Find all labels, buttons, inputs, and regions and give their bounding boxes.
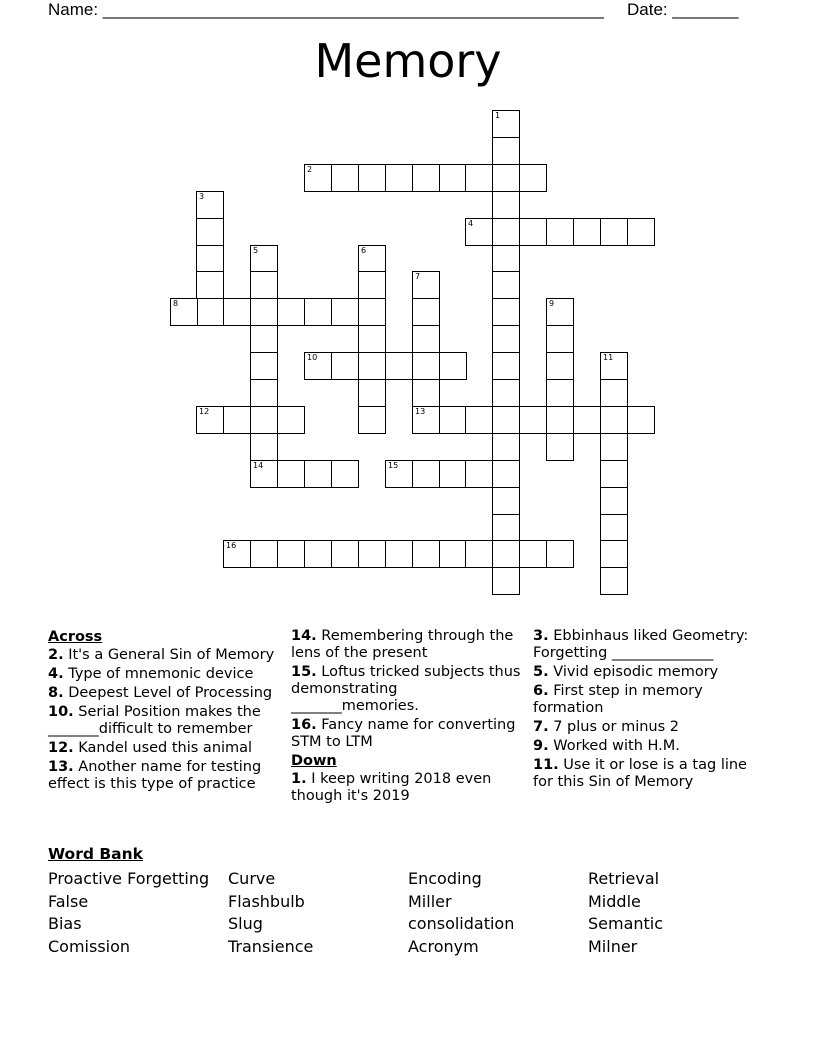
clue-item	[48, 759, 278, 793]
grid-cell[interactable]	[492, 487, 520, 515]
grid-cell[interactable]	[250, 298, 278, 326]
grid-cell[interactable]	[600, 379, 628, 407]
word-bank-item: Middle	[588, 891, 641, 911]
clue-item	[48, 666, 278, 683]
clue-item	[291, 717, 523, 751]
clue-item-text: Worked with H.M.	[548, 738, 680, 754]
clue-item-number: 13.	[48, 759, 74, 775]
grid-cell[interactable]	[358, 406, 386, 434]
grid-cell[interactable]	[412, 379, 440, 407]
grid-cell[interactable]	[250, 271, 278, 299]
word-bank-item: consolidation	[408, 914, 515, 934]
grid-cell[interactable]	[492, 325, 520, 353]
grid-cell[interactable]	[492, 514, 520, 542]
grid-cell[interactable]	[385, 164, 413, 192]
clue-item-text: Serial Position makes the _______difficult to remember	[48, 704, 261, 737]
grid-cell[interactable]	[600, 567, 628, 595]
grid-cell[interactable]	[600, 433, 628, 461]
grid-cell[interactable]	[492, 433, 520, 461]
clues-column-2	[291, 628, 523, 807]
down-clue-list-continued	[533, 628, 765, 791]
grid-cell[interactable]	[573, 218, 601, 246]
clue-item	[533, 738, 765, 755]
grid-cell[interactable]	[519, 218, 547, 246]
clues-column-1	[48, 628, 278, 795]
grid-cell[interactable]	[492, 137, 520, 165]
clue-number: 3	[199, 192, 205, 201]
grid-cell[interactable]	[196, 298, 224, 326]
clue-item	[533, 719, 765, 736]
grid-cell[interactable]	[600, 352, 628, 380]
word-bank-item: Comission	[48, 937, 131, 957]
grid-cell[interactable]	[600, 218, 628, 246]
clue-item	[291, 664, 523, 715]
grid-cell[interactable]	[573, 406, 601, 434]
clue-item	[48, 740, 278, 757]
grid-cell[interactable]	[465, 218, 493, 246]
grid-cell[interactable]	[250, 540, 278, 568]
clue-item-text: Type of mnemonic device	[63, 666, 254, 682]
grid-cell[interactable]	[439, 164, 467, 192]
grid-cell[interactable]	[439, 352, 467, 380]
grid-cell[interactable]	[277, 540, 305, 568]
grid-cell[interactable]	[546, 379, 574, 407]
grid-cell[interactable]	[492, 245, 520, 273]
clue-item-number: 4.	[48, 666, 64, 682]
grid-cell[interactable]	[412, 325, 440, 353]
grid-cell[interactable]	[331, 298, 359, 326]
clue-number: 7	[415, 272, 421, 281]
grid-cell[interactable]	[600, 487, 628, 515]
clue-item-text: I keep writing 2018 even though it's 2019	[291, 771, 492, 804]
grid-cell[interactable]	[385, 460, 413, 488]
clue-item	[533, 628, 765, 662]
grid-cell[interactable]	[546, 540, 574, 568]
grid-cell[interactable]	[492, 298, 520, 326]
grid-cell[interactable]	[492, 567, 520, 595]
clues-column-3	[533, 628, 765, 793]
clue-item	[533, 757, 765, 791]
clue-item-number: 16.	[291, 717, 317, 733]
clue-number: 9	[549, 299, 555, 308]
grid-cell[interactable]	[223, 298, 251, 326]
clue-item	[48, 685, 278, 702]
grid-cell[interactable]	[546, 298, 574, 326]
grid-cell[interactable]	[412, 164, 440, 192]
word-bank-item: Encoding	[408, 869, 482, 888]
grid-cell[interactable]	[492, 110, 520, 138]
clue-item-text: Ebbinhaus liked Geometry: Forgetting ______________	[533, 628, 749, 661]
grid-cell[interactable]	[492, 352, 520, 380]
grid-cell[interactable]	[465, 164, 493, 192]
clue-item	[48, 647, 278, 664]
word-bank-item: Flashbulb	[228, 891, 305, 911]
clue-item-text: First step in memory formation	[533, 683, 703, 716]
grid-cell[interactable]	[492, 271, 520, 299]
word-bank-item: Milner	[588, 937, 638, 957]
clue-item-number: 2.	[48, 647, 64, 663]
grid-cell[interactable]	[546, 433, 574, 461]
clue-item-text: Remembering through the lens of the present	[291, 628, 514, 661]
grid-cell[interactable]	[412, 540, 440, 568]
clue-item-number: 9.	[533, 738, 549, 754]
grid-cell[interactable]	[439, 540, 467, 568]
clue-item-text: Deepest Level of Processing	[63, 685, 273, 701]
grid-cell[interactable]	[412, 460, 440, 488]
down-clue-list	[291, 771, 523, 805]
word-bank-item: Miller	[408, 891, 452, 911]
clue-item-number: 8.	[48, 685, 64, 701]
grid-cell[interactable]	[331, 164, 359, 192]
clue-item-text: Fancy name for converting STM to LTM	[291, 717, 516, 750]
grid-cell[interactable]	[385, 540, 413, 568]
grid-cell[interactable]	[519, 164, 547, 192]
grid-cell[interactable]	[250, 460, 278, 488]
clue-number: 1	[495, 111, 501, 120]
grid-cell[interactable]	[358, 245, 386, 273]
clue-item	[291, 628, 523, 662]
grid-cell[interactable]	[250, 433, 278, 461]
grid-cell[interactable]	[600, 540, 628, 568]
grid-cell[interactable]	[304, 298, 332, 326]
across-clue-list	[48, 647, 278, 793]
word-bank-title: Word Bank	[48, 845, 143, 863]
grid-cell[interactable]	[465, 540, 493, 568]
grid-cell[interactable]	[412, 352, 440, 380]
grid-cell[interactable]	[600, 406, 628, 434]
grid-cell[interactable]	[492, 218, 520, 246]
grid-cell[interactable]	[546, 352, 574, 380]
page-title: Memory	[314, 34, 502, 88]
grid-cell[interactable]	[492, 540, 520, 568]
clue-item-text: Use it or lose is a tag line for this Sin of Memory	[533, 757, 747, 790]
grid-cell[interactable]	[250, 352, 278, 380]
grid-cell[interactable]	[358, 352, 386, 380]
word-bank-item: Slug	[228, 914, 263, 934]
grid-cell[interactable]	[600, 514, 628, 542]
grid-cell[interactable]	[546, 325, 574, 353]
name-field-label: Name: _____________________________________________________	[48, 0, 604, 19]
grid-cell[interactable]	[358, 271, 386, 299]
grid-cell[interactable]	[196, 271, 224, 299]
grid-cell[interactable]	[439, 406, 467, 434]
across-heading: Across	[48, 629, 103, 645]
clue-item	[533, 683, 765, 717]
grid-cell[interactable]	[277, 460, 305, 488]
word-bank-item: Semantic	[588, 914, 664, 934]
grid-cell[interactable]	[465, 460, 493, 488]
grid-cell[interactable]	[304, 460, 332, 488]
grid-cell[interactable]	[439, 460, 467, 488]
clue-number: 13	[415, 407, 426, 416]
grid-cell[interactable]	[358, 379, 386, 407]
grid-cell[interactable]	[519, 540, 547, 568]
grid-cell[interactable]	[412, 298, 440, 326]
grid-cell[interactable]	[492, 164, 520, 192]
grid-cell[interactable]	[546, 218, 574, 246]
clue-number: 10	[307, 353, 318, 362]
clue-number: 16	[226, 541, 237, 550]
grid-cell[interactable]	[250, 406, 278, 434]
clue-number: 15	[388, 461, 399, 470]
clue-item-number: 3.	[533, 628, 549, 644]
grid-cell[interactable]	[492, 379, 520, 407]
grid-cell[interactable]	[250, 325, 278, 353]
grid-cell[interactable]	[277, 406, 305, 434]
word-bank-item: Transience	[228, 937, 314, 957]
grid-cell[interactable]	[250, 245, 278, 273]
clue-item	[533, 664, 765, 681]
across-clue-list-continued	[291, 628, 523, 751]
grid-cell[interactable]	[196, 245, 224, 273]
clue-item-number: 11.	[533, 757, 559, 773]
grid-cell[interactable]	[331, 352, 359, 380]
grid-cell[interactable]	[492, 460, 520, 488]
clue-item-number: 1.	[291, 771, 307, 787]
word-bank-item: Acronym	[408, 937, 479, 957]
clue-item-number: 5.	[533, 664, 549, 680]
word-bank-item: Curve	[228, 869, 276, 888]
grid-cell[interactable]	[358, 164, 386, 192]
grid-cell[interactable]	[331, 460, 359, 488]
clue-item-text: Another name for testing effect is this type of practice	[48, 759, 262, 792]
grid-cell[interactable]	[358, 540, 386, 568]
clue-item-text: 7 plus or minus 2	[548, 719, 680, 735]
grid-cell[interactable]	[277, 298, 305, 326]
grid-cell[interactable]	[546, 406, 574, 434]
clue-item-number: 10.	[48, 704, 74, 720]
grid-cell[interactable]	[223, 406, 251, 434]
grid-cell[interactable]	[412, 271, 440, 299]
word-bank-item: Bias	[48, 914, 82, 934]
clue-item-number: 12.	[48, 740, 74, 756]
grid-cell[interactable]	[627, 218, 655, 246]
clue-number: 11	[603, 353, 614, 362]
clue-item-text: It's a General Sin of Memory	[63, 647, 275, 663]
grid-cell[interactable]	[196, 406, 224, 434]
grid-cell[interactable]	[385, 352, 413, 380]
clue-number: 14	[253, 461, 264, 470]
clue-number: 2	[307, 165, 313, 174]
clue-item-number: 14.	[291, 628, 317, 644]
grid-cell[interactable]	[627, 406, 655, 434]
grid-cell[interactable]	[196, 191, 224, 219]
grid-cell[interactable]	[304, 352, 332, 380]
grid-cell[interactable]	[519, 406, 547, 434]
clue-item	[291, 771, 523, 805]
grid-cell[interactable]	[304, 164, 332, 192]
grid-cell[interactable]	[465, 406, 493, 434]
clue-item-number: 7.	[533, 719, 549, 735]
grid-cell[interactable]	[492, 406, 520, 434]
clue-item-number: 15.	[291, 664, 317, 680]
clue-item-number: 6.	[533, 683, 549, 699]
grid-cell[interactable]	[196, 218, 224, 246]
grid-cell[interactable]	[331, 540, 359, 568]
word-bank-item: Proactive Forgetting	[48, 869, 210, 888]
down-heading: Down	[291, 753, 337, 769]
grid-cell[interactable]	[600, 460, 628, 488]
date-field-label: Date: _______	[627, 0, 739, 19]
clue-item-text: Kandel used this animal	[73, 740, 253, 756]
clue-number: 12	[199, 407, 210, 416]
clue-number: 5	[253, 246, 259, 255]
word-bank-item: False	[48, 891, 89, 911]
clue-number: 4	[468, 219, 474, 228]
grid-cell[interactable]	[492, 191, 520, 219]
clue-item	[48, 704, 278, 738]
clue-item-text: Loftus tricked subjects thus demonstrating _______memories.	[291, 664, 521, 714]
grid-cell[interactable]	[304, 540, 332, 568]
clue-number: 8	[173, 299, 179, 308]
grid-cell[interactable]	[412, 406, 440, 434]
word-bank-item: Retrieval	[588, 869, 660, 888]
grid-cell[interactable]	[223, 540, 251, 568]
grid-cell[interactable]	[170, 298, 198, 326]
grid-cell[interactable]	[250, 379, 278, 407]
clue-number: 6	[361, 246, 367, 255]
grid-cell[interactable]	[358, 298, 386, 326]
grid-cell[interactable]	[358, 325, 386, 353]
clue-item-text: Vivid episodic memory	[548, 664, 719, 680]
